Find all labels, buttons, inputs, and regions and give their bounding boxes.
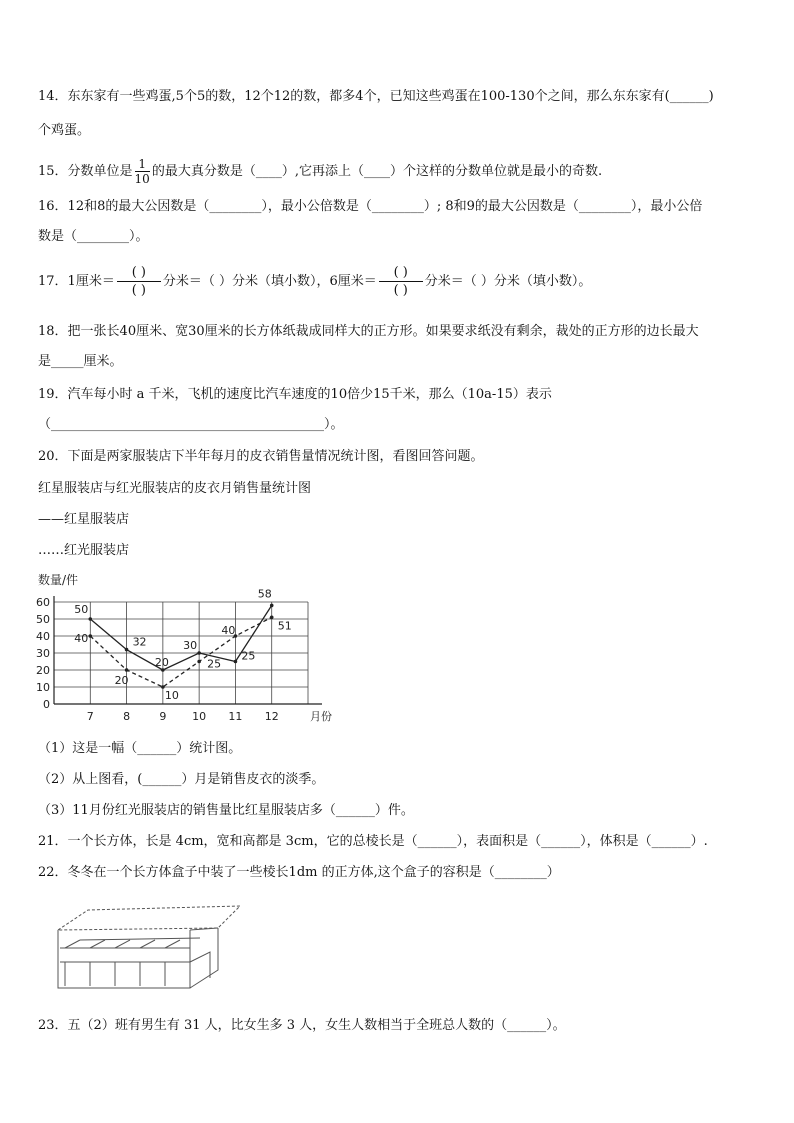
question-19-line2: （__________________________________________）。 — [38, 417, 344, 432]
y-tick-label: 30 — [36, 647, 50, 660]
question-15-before: 15．分数单位是 — [38, 164, 133, 179]
x-tick-label: 7 — [86, 710, 94, 723]
box-with-cubes-illustration — [50, 900, 245, 1000]
fraction-one-tenth — [135, 157, 150, 186]
x-tick-label: 11 — [228, 710, 243, 723]
question-20-sub1: （1）这是一幅（______）统计图。 — [38, 741, 242, 756]
question-18-line1: 18．把一张长40厘米、宽30厘米的长方体纸裁成同样大的正方形。如果要求纸没有剩余，裁处的正方形的边长最大 — [38, 324, 699, 339]
y-tick-label: 10 — [36, 681, 50, 694]
blank-fraction-denominator: ( ) — [393, 283, 408, 298]
data-label: 25 — [207, 657, 222, 671]
x-tick-label: 12 — [264, 710, 279, 723]
data-point — [270, 616, 274, 620]
question-17-part3: 分米＝（ ）分米（填小数）。 — [424, 274, 592, 289]
y-tick-label: 60 — [36, 596, 50, 609]
data-label: 40 — [221, 624, 236, 637]
legend-hongxing: ——红星服装店 — [38, 512, 130, 527]
data-point — [88, 634, 92, 638]
y-tick-label: 40 — [36, 630, 50, 643]
data-point — [270, 604, 274, 608]
data-point — [197, 660, 201, 664]
x-axis-label: 月份 — [310, 710, 332, 723]
data-label: 58 — [257, 587, 272, 601]
question-20-sub2: （2）从上图看，(______）月是销售皮衣的淡季。 — [38, 772, 325, 787]
question-14-line2: 个鸡蛋。 — [38, 123, 91, 138]
fraction-numerator: 1 — [135, 157, 150, 172]
blank-fraction-1 — [117, 264, 161, 299]
data-point — [88, 617, 92, 621]
question-15 — [38, 157, 602, 187]
data-label: 40 — [74, 632, 89, 645]
question-20-sub3: （3）11月份红光服装店的销售量比红星服装店多（______）件。 — [38, 803, 414, 818]
blank-fraction-denominator: ( ) — [131, 283, 146, 298]
question-16-line1: 16．12和8的最大公因数是（________），最小公倍数是（________）; 8和9的最大公因数是（________），最小公倍 — [38, 199, 703, 214]
question-22: 22．冬冬在一个长方体盒子中装了一些棱长1dm 的正方体,这个盒子的容积是（________） — [38, 865, 560, 880]
question-17-part2: 分米＝（ ）分米（填小数），6厘米＝ — [162, 274, 377, 289]
x-tick-label: 9 — [159, 710, 167, 723]
data-label: 30 — [183, 639, 198, 652]
data-label: 20 — [114, 674, 129, 687]
data-label: 20 — [154, 656, 169, 669]
data-point — [197, 651, 201, 655]
question-14-line1: 14．东东家有一些鸡蛋,5个5的数，12个12的数，都多4个，已知这些鸡蛋在100-130个之间，那么东东家有(______) — [38, 89, 714, 104]
y-tick-label: 0 — [43, 698, 50, 711]
data-point — [125, 648, 129, 652]
legend-hongguang: ……红光服装店 — [38, 543, 130, 558]
blank-fraction-numerator: ( ) — [379, 264, 423, 282]
x-tick-label: 10 — [192, 710, 207, 723]
question-18-line2: 是_____厘米。 — [38, 354, 123, 369]
question-19-line1: 19．汽车每小时 a 千米，飞机的速度比汽车速度的10倍少15千米，那么（10a-15）表示 — [38, 387, 552, 402]
fraction-denominator: 10 — [134, 172, 150, 186]
question-23: 23．五（2）班有男生有 31 人，比女生多 3 人，女生人数相当于全班总人数的（______）。 — [38, 1018, 566, 1033]
y-tick-label: 50 — [36, 613, 50, 626]
chart-title: 红星服装店与红光服装店的皮衣月销售量统计图 — [38, 481, 312, 496]
blank-fraction-numerator: ( ) — [117, 264, 161, 282]
question-16-line2: 数是（________）。 — [38, 229, 149, 244]
data-point — [125, 668, 129, 672]
x-tick-label: 8 — [123, 710, 131, 723]
data-label: 51 — [277, 619, 292, 633]
question-15-after: 的最大真分数是（____）,它再添上（____）个这样的分数单位就是最小的奇数. — [151, 164, 603, 179]
blank-fraction-2 — [379, 264, 423, 299]
data-label: 10 — [164, 689, 179, 702]
data-label: 25 — [241, 649, 256, 663]
data-label: 50 — [74, 603, 89, 616]
y-tick-label: 20 — [36, 664, 50, 677]
question-17 — [38, 262, 591, 302]
y-axis-label: 数量/件 — [38, 573, 79, 587]
question-17-part1: 17．1厘米＝ — [38, 274, 115, 289]
sales-line-chart — [30, 568, 350, 728]
question-21: 21．一个长方体，长是 4cm，宽和高都是 3cm，它的总棱长是（______），表面积是（______），体积是（______）. — [38, 834, 708, 849]
question-20-intro: 20．下面是两家服装店下半年每月的皮衣销售量情况统计图，看图回答问题。 — [38, 449, 484, 464]
data-label: 32 — [132, 635, 147, 649]
data-point — [234, 660, 238, 664]
